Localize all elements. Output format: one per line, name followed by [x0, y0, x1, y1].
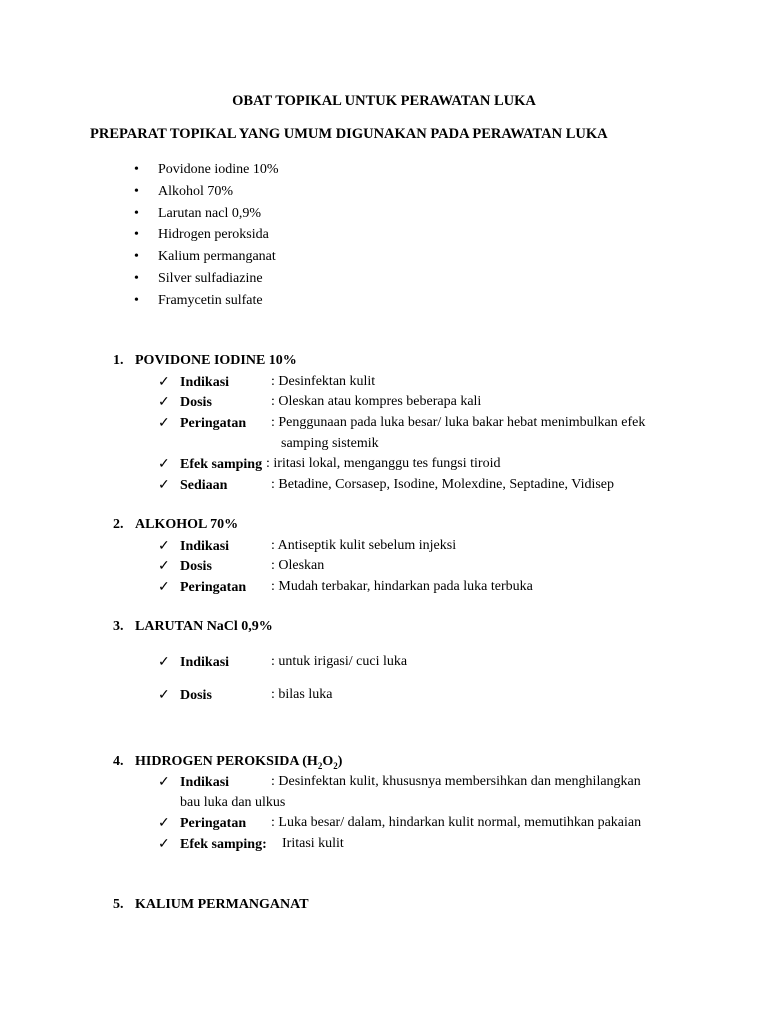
info-row: ✓ Sediaan : Betadine, Corsasep, Isodine, Molexdine, Septadine, Vidisep: [158, 477, 615, 493]
info-row: ✓ Dosis : Oleskan: [158, 558, 325, 574]
checkmark-icon: ✓: [158, 395, 170, 410]
section-heading: 1. POVIDONE IODINE 10%: [113, 353, 297, 368]
info-row: ✓ Indikasi : Antiseptik kulit sebelum injeksi: [158, 538, 457, 554]
info-row: ✓ Peringatan : Luka besar/ dalam, hindarkan kulit normal, memutihkan pakaian: [158, 815, 642, 831]
section-heading: 3. LARUTAN NaCl 0,9%: [113, 619, 273, 634]
bullet-icon: •: [134, 183, 139, 199]
document-title: OBAT TOPIKAL UNTUK PERAWATAN LUKA: [232, 93, 536, 109]
section-heading: 5. KALIUM PERMANGANAT: [113, 897, 309, 912]
checkmark-icon: ✓: [158, 478, 170, 493]
bullet-icon: •: [134, 292, 139, 308]
info-row: ✓ Peringatan : Penggunaan pada luka besar/ luka bakar hebat menimbulkan efek: [158, 415, 646, 431]
bullet-icon: •: [134, 162, 139, 177]
info-row: ✓ Efek samping: Iritasi kulit: [158, 836, 344, 852]
checkmark-icon: ✓: [158, 457, 170, 472]
document-subtitle: PREPARAT TOPIKAL YANG UMUM DIGUNAKAN PADA PERAWATAN LUKA: [90, 126, 608, 142]
checkmark-icon: ✓: [158, 559, 170, 574]
info-row-continuation: samping sistemik: [281, 436, 379, 451]
info-row: ✓ Indikasi : Desinfektan kulit, khususnya membersihkan dan menghilangkan: [158, 774, 641, 790]
info-row: ✓ Dosis : bilas luka: [158, 687, 333, 703]
list-item: • Kalium permanganat: [134, 246, 279, 268]
list-item: • Larutan nacl 0,9%: [134, 203, 279, 225]
section-heading: 2. ALKOHOL 70%: [113, 517, 239, 532]
info-row: ✓ Efek samping : iritasi lokal, menganggu tes fungsi tiroid: [158, 456, 501, 472]
info-row-continuation: bau luka dan ulkus: [180, 795, 286, 810]
bullet-icon: •: [134, 270, 139, 286]
preparation-list: [134, 159, 279, 312]
checkmark-icon: ✓: [158, 655, 170, 670]
info-row: ✓ Peringatan : Mudah terbakar, hindarkan pada luka terbuka: [158, 579, 533, 595]
checkmark-icon: ✓: [158, 416, 170, 431]
bullet-icon: •: [134, 227, 139, 243]
list-item: • Hidrogen peroksida: [134, 224, 279, 246]
bullet-icon: •: [134, 205, 139, 221]
checkmark-icon: ✓: [158, 816, 170, 831]
checkmark-icon: ✓: [158, 375, 170, 390]
checkmark-icon: ✓: [158, 539, 170, 554]
info-row: ✓ Dosis : Oleskan atau kompres beberapa kali: [158, 394, 482, 410]
info-row: ✓ Indikasi : untuk irigasi/ cuci luka: [158, 654, 408, 670]
list-item: • Alkohol 70%: [134, 181, 279, 203]
section-heading: 4. HIDROGEN PEROKSIDA $(H_2O_2)$: [113, 754, 343, 771]
checkmark-icon: ✓: [158, 775, 170, 790]
checkmark-icon: ✓: [158, 688, 170, 703]
checkmark-icon: ✓: [158, 580, 170, 595]
list-item: • Povidone iodine 10%: [134, 159, 279, 181]
list-item: • Framycetin sulfate: [134, 290, 279, 312]
info-row: ✓ Indikasi : Desinfektan kulit: [158, 374, 376, 390]
list-item: • Silver sulfadiazine: [134, 268, 279, 290]
bullet-icon: •: [134, 249, 139, 265]
checkmark-icon: ✓: [158, 837, 170, 852]
